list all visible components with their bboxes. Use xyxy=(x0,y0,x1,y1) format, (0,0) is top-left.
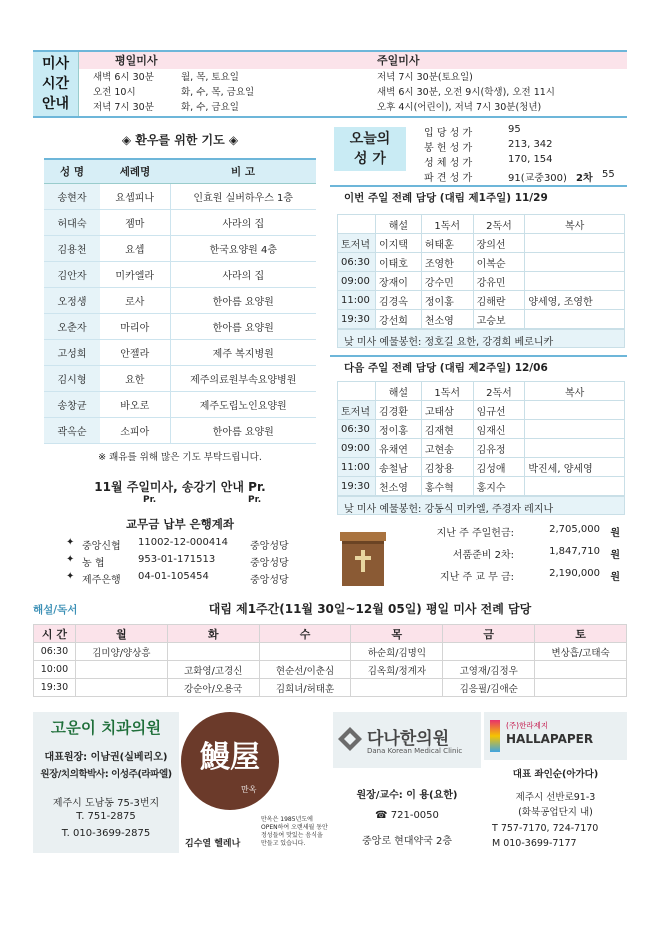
prayer-cell: 한아름 요양원 xyxy=(170,287,316,313)
prayer-cell: 고성희 xyxy=(44,339,100,365)
bank-title: 교무금 납부 은행계좌 xyxy=(126,517,234,531)
bank-list xyxy=(66,537,326,588)
weekday-cell: 현순선/이춘심 xyxy=(259,661,351,679)
weekday-header-cell: 월 xyxy=(75,625,167,643)
offering-row xyxy=(396,524,626,546)
duty-row xyxy=(338,310,625,329)
duty-cell xyxy=(525,310,625,329)
weekday-cell xyxy=(75,661,167,679)
prayer-cell: 마리아 xyxy=(100,313,170,339)
offering-unit: 원 xyxy=(610,550,620,561)
prayer-cell: 김시형 xyxy=(44,365,100,391)
duty-cell: 양세영, 조영한 xyxy=(525,291,625,310)
bank-owner: 중앙성당 xyxy=(250,541,289,552)
duty-header-cell: 복사 xyxy=(525,382,625,401)
weekday-cell: 김희녀/허태훈 xyxy=(259,679,351,697)
duty-cell: 19:30 xyxy=(338,477,376,496)
bank-row xyxy=(66,571,326,588)
weekday-cell xyxy=(167,643,259,661)
weekday-cell: 김옥희/정계자 xyxy=(351,661,443,679)
offering-list xyxy=(396,524,626,590)
duty-cell: 홍지수 xyxy=(473,477,525,496)
hymn-row xyxy=(424,154,634,169)
duty2-footer: 낮 미사 예물봉헌: 강동식 미카엘, 주경자 레지나 xyxy=(337,496,625,515)
hymn-name: 성 체 성 가 xyxy=(424,158,473,169)
duty-cell: 19:30 xyxy=(338,310,376,329)
duty-cell: 강수민 xyxy=(421,272,473,291)
bank-account: 11002-12-000414 xyxy=(138,537,228,548)
prayer-table: 성 명 세례명 비 고 송현자 요셉피나 인효원 실버하우스 1층 허대숙 젬마 사라의 집 김용천 요셉 한국요양원 4층 김안자 미카엘라 사라의 집 오정생 로사 한아름 요양원 오춘자 마리아 한아름 요양원 고성희 안젤라 제주 복지병원 김시형 요한 제주의료원부속요양병원 송창균 바오로 제주도립노인요양원 곽옥순 소피아 한아름 요양원 xyxy=(44,158,316,444)
lecture-line: 11월 주일미사, 송강기 안내 Pr. xyxy=(94,480,266,494)
weekday-mass-header: 평일미사 xyxy=(79,52,369,69)
duty-header-cell xyxy=(338,215,376,234)
duty-cell: 장의선 xyxy=(473,234,525,253)
bank-account: 04-01-105454 xyxy=(138,571,209,582)
offering-row xyxy=(396,568,626,590)
duty-cell: 11:00 xyxy=(338,291,376,310)
duty-header-cell: 1독서 xyxy=(421,215,473,234)
prayer-row xyxy=(44,261,316,287)
prayer-cell: 인효원 실버하우스 1층 xyxy=(170,183,316,209)
duty-cell xyxy=(525,439,625,458)
duty-row xyxy=(338,420,625,439)
hymn-row xyxy=(424,124,634,139)
duty-cell: 토저녁 xyxy=(338,234,376,253)
weekday-header-cell: 시 간 xyxy=(34,625,76,643)
duty-cell: 김유정 xyxy=(473,439,525,458)
duty-cell: 조영한 xyxy=(421,253,473,272)
weekday-corner-label: 해설/독서 xyxy=(33,604,78,616)
prayer-cell: 송창균 xyxy=(44,391,100,417)
prayer-cell: 김용천 xyxy=(44,235,100,261)
duty-row xyxy=(338,291,625,310)
prayer-cell: 소피아 xyxy=(100,417,170,443)
prayer-cell: 한국요양원 4층 xyxy=(170,235,316,261)
prayer-cell: 제주의료원부속요양병원 xyxy=(170,365,316,391)
duty-row xyxy=(338,253,625,272)
duty-cell: 고현송 xyxy=(421,439,473,458)
duty-cell: 강선희 xyxy=(375,310,421,329)
duty-cell: 정이홍 xyxy=(375,420,421,439)
duty-cell: 토저녁 xyxy=(338,401,376,420)
hymn-extra: 55 xyxy=(602,169,615,180)
prayer-cell: 김안자 xyxy=(44,261,100,287)
weekday-cell: 김응필/김애순 xyxy=(443,679,535,697)
duty-cell: 06:30 xyxy=(338,420,376,439)
prayer-cell: 송현자 xyxy=(44,183,100,209)
bank-owner: 중앙성당 xyxy=(250,558,289,569)
hymn-name: 봉 헌 성 가 xyxy=(424,143,473,154)
duty2-table xyxy=(337,381,625,496)
lecture-sub-2: Pr. xyxy=(248,495,262,505)
weekday-row xyxy=(34,661,627,679)
bank-bullet: ✦ xyxy=(66,537,75,548)
prayer-cell: 사라의 집 xyxy=(170,209,316,235)
duty-cell xyxy=(525,477,625,496)
duty-header-cell: 2독서 xyxy=(473,382,525,401)
prayer-row xyxy=(44,235,316,261)
duty-cell: 장재이 xyxy=(375,272,421,291)
prayer-row xyxy=(44,391,316,417)
duty-header-cell: 복사 xyxy=(525,215,625,234)
prayer-cell: 오춘자 xyxy=(44,313,100,339)
prayer-cell: 안젤라 xyxy=(100,339,170,365)
bank-bank: 농 협 xyxy=(82,558,105,569)
duty-cell: 정이홍 xyxy=(421,291,473,310)
duty-row xyxy=(338,458,625,477)
clinic-logo-icon xyxy=(337,726,363,752)
offering-unit: 원 xyxy=(610,572,620,583)
duty-row xyxy=(338,272,625,291)
weekday-header-cell: 목 xyxy=(351,625,443,643)
duty-cell: 김경옥 xyxy=(375,291,421,310)
duty-cell xyxy=(525,420,625,439)
duty-cell: 김창용 xyxy=(421,458,473,477)
weekday-cell xyxy=(443,643,535,661)
prayer-note: ※ 쾌유를 위해 많은 기도 부탁드립니다. xyxy=(98,452,262,463)
hymn-value: 91(교중300) xyxy=(508,173,567,184)
duty-cell: 이복순 xyxy=(473,253,525,272)
prayer-row xyxy=(44,287,316,313)
weekday-header-row xyxy=(34,625,627,643)
weekday-cell xyxy=(259,643,351,661)
weekday-cell: 고영재/김정우 xyxy=(443,661,535,679)
duty-cell xyxy=(525,272,625,291)
ad-dental: 고운이 치과의원 대표원장: 이남권(실베리오) 원장/치의학박사: 이성주(라파엘) 제주시 도남동 75-3번지 T. 751-2875 T. 010-3699-2875 xyxy=(33,712,179,853)
prayer-cell: 허대숙 xyxy=(44,209,100,235)
hymn-value: 213, 342 xyxy=(508,139,553,150)
weekday-cell: 19:30 xyxy=(34,679,76,697)
prayer-row xyxy=(44,365,316,391)
duty-cell: 고태삼 xyxy=(421,401,473,420)
duty-cell: 06:30 xyxy=(338,253,376,272)
prayer-row xyxy=(44,183,316,209)
duty-row xyxy=(338,477,625,496)
duty-cell: 임재신 xyxy=(473,420,525,439)
duty-header-cell xyxy=(338,382,376,401)
weekday-cell xyxy=(535,679,627,697)
duty-cell: 천소영 xyxy=(375,477,421,496)
hymn-value: 170, 154 xyxy=(508,154,553,165)
weekday-cell xyxy=(75,679,167,697)
prayer-cell: 제주도립노인요양원 xyxy=(170,391,316,417)
weekday-cell: 고화영/고경신 xyxy=(167,661,259,679)
prayer-cell: 오정생 xyxy=(44,287,100,313)
duty-row xyxy=(338,401,625,420)
duty-cell: 이지택 xyxy=(375,234,421,253)
prayer-cell: 바오로 xyxy=(100,391,170,417)
weekday-row xyxy=(34,679,627,697)
weekday-cell: 06:30 xyxy=(34,643,76,661)
weekday-title: 대림 제1주간(11월 30일~12월 05일) 평일 미사 전례 담당 xyxy=(208,602,532,616)
today-hymn-list xyxy=(424,124,634,184)
duty-cell: 이태호 xyxy=(375,253,421,272)
prayer-cell: 한아름 요양원 xyxy=(170,417,316,443)
duty-header-cell: 해설 xyxy=(375,215,421,234)
weekday-cell: 김미양/양상흥 xyxy=(75,643,167,661)
ad-clinic: 다나한의원 Dana Korean Medical Clinic 원장/교수: 이 용(요한) ☎ 721-0050 중앙로 현대약국 2층 xyxy=(333,712,481,853)
weekday-header-cell: 금 xyxy=(443,625,535,643)
duty-header-row xyxy=(338,382,625,401)
weekday-cell: 강순아/오용국 xyxy=(167,679,259,697)
bank-bank: 중앙신협 xyxy=(82,541,121,552)
prayer-cell: 요셉피나 xyxy=(100,183,170,209)
duty-cell: 홍수혁 xyxy=(421,477,473,496)
prayer-cell: 한아름 요양원 xyxy=(170,313,316,339)
prayer-cell: 미카엘라 xyxy=(100,261,170,287)
offering-amount: 2,705,000 xyxy=(549,524,600,535)
lecture-sub-1: Pr. xyxy=(143,495,157,505)
bank-bullet: ✦ xyxy=(66,554,75,565)
prayer-row xyxy=(44,313,316,339)
weekday-cell xyxy=(535,661,627,679)
offering-label: 지난 주 교 무 금: xyxy=(439,572,514,583)
offering-label: 서품준비 2차: xyxy=(452,550,514,561)
duty-cell: 천소영 xyxy=(421,310,473,329)
prayer-cell: 젬마 xyxy=(100,209,170,235)
mass-times-box: 미사 시간 안내 평일미사 주일미사 새벽 6시 30분 월, 목, 토요일 오전 10시 화, 수, 목, 금요일 저녁 7시 30분 화, 수, 금요일 저녁 7시 30분(토요일) 새벽 6시 30분, 오전 9시(학생), 오전 11시 오후 4시(어린이), 저녁 7시 30분(청년) xyxy=(33,50,627,118)
duty-cell: 강유민 xyxy=(473,272,525,291)
sunday-mass-header: 주일미사 xyxy=(369,52,627,69)
weekday-header-cell: 수 xyxy=(259,625,351,643)
duty-cell: 김해란 xyxy=(473,291,525,310)
bank-account: 953-01-171513 xyxy=(138,554,216,565)
duty-cell: 김성애 xyxy=(473,458,525,477)
duty-header-cell: 1독서 xyxy=(421,382,473,401)
duty-cell: 11:00 xyxy=(338,458,376,477)
restaurant-logo: 鰻屋 xyxy=(200,740,260,775)
prayer-cell: 로사 xyxy=(100,287,170,313)
prayer-cell: 요셉 xyxy=(100,235,170,261)
offering-box-icon xyxy=(338,528,388,590)
duty2-title: 다음 주일 전례 담당 (대림 제2주일) 12/06 xyxy=(330,355,627,377)
duty-header-cell: 해설 xyxy=(375,382,421,401)
weekday-duty-table xyxy=(33,624,627,697)
duty-header-row xyxy=(338,215,625,234)
prayer-cell: 사라의 집 xyxy=(170,261,316,287)
duty-cell: 김경환 xyxy=(375,401,421,420)
paper-logo-icon xyxy=(490,720,500,752)
duty1-footer: 낮 미사 예물봉헌: 정호길 요한, 강경희 베로니카 xyxy=(337,329,625,348)
hymn-name: 입 당 성 가 xyxy=(424,128,473,139)
prayer-title: ◈ 환우를 위한 기도 ◈ xyxy=(121,133,239,147)
offering-row xyxy=(396,546,626,568)
hymn-row xyxy=(424,139,634,154)
duty-cell: 송철남 xyxy=(375,458,421,477)
duty-row xyxy=(338,234,625,253)
offering-label: 지난 주 주일헌금: xyxy=(436,528,514,539)
weekday-cell: 10:00 xyxy=(34,661,76,679)
prayer-cell: 요한 xyxy=(100,365,170,391)
ad-paper: (주)한라제지 HALLAPAPER 대표 좌인순(아가다) 제주시 선반로91-3 (화북공업단지 내) T 757-7170, 724-7170 M 010-3699-7177 xyxy=(484,712,627,853)
weekday-header-cell: 화 xyxy=(167,625,259,643)
duty1-title: 이번 주일 전례 담당 (대림 제1주일) 11/29 xyxy=(330,185,627,207)
weekday-header-cell: 토 xyxy=(535,625,627,643)
bank-row xyxy=(66,537,326,554)
bank-bullet: ✦ xyxy=(66,571,75,582)
duty-cell: 임규선 xyxy=(473,401,525,420)
duty-cell xyxy=(525,253,625,272)
offering-amount: 2,190,000 xyxy=(549,568,600,579)
prayer-row xyxy=(44,209,316,235)
hymn-extra-label: 2차 xyxy=(576,173,593,184)
ad-restaurant: 鰻屋 만옥 김수열 헬레나 만옥은 1985년도에 OPEN하여 오랜세월 동안 정성들여 맛있는 음식을 만들고 있습니다. xyxy=(181,712,331,853)
bank-row xyxy=(66,554,326,571)
duty-cell xyxy=(525,234,625,253)
duty-cell: 09:00 xyxy=(338,439,376,458)
offering-amount: 1,847,710 xyxy=(549,546,600,557)
duty-cell: 박진세, 양세영 xyxy=(525,458,625,477)
prayer-cell: 제주 복지병원 xyxy=(170,339,316,365)
duty-cell: 고승보 xyxy=(473,310,525,329)
hymn-value: 95 xyxy=(508,124,521,135)
prayer-row xyxy=(44,417,316,443)
duty-cell: 허태훈 xyxy=(421,234,473,253)
duty-cell: 김재현 xyxy=(421,420,473,439)
weekday-cell xyxy=(351,679,443,697)
weekday-cell: 변상흡/고태숙 xyxy=(535,643,627,661)
duty-cell: 유채연 xyxy=(375,439,421,458)
today-hymn-label: 오늘의 성 가 xyxy=(334,127,406,171)
bank-bank: 제주은행 xyxy=(82,575,121,586)
weekday-cell: 하순희/김명익 xyxy=(351,643,443,661)
offering-unit: 원 xyxy=(610,528,620,539)
duty-cell: 09:00 xyxy=(338,272,376,291)
duty1-table xyxy=(337,214,625,329)
hymn-name: 파 견 성 가 xyxy=(424,173,473,184)
prayer-cell: 곽옥순 xyxy=(44,417,100,443)
duty-row xyxy=(338,439,625,458)
bank-owner: 중앙성당 xyxy=(250,575,289,586)
weekday-row xyxy=(34,643,627,661)
duty-cell xyxy=(525,401,625,420)
duty-header-cell: 2독서 xyxy=(473,215,525,234)
prayer-row xyxy=(44,339,316,365)
mass-side-label: 미사 시간 안내 xyxy=(33,52,79,116)
hymn-row xyxy=(424,169,634,184)
